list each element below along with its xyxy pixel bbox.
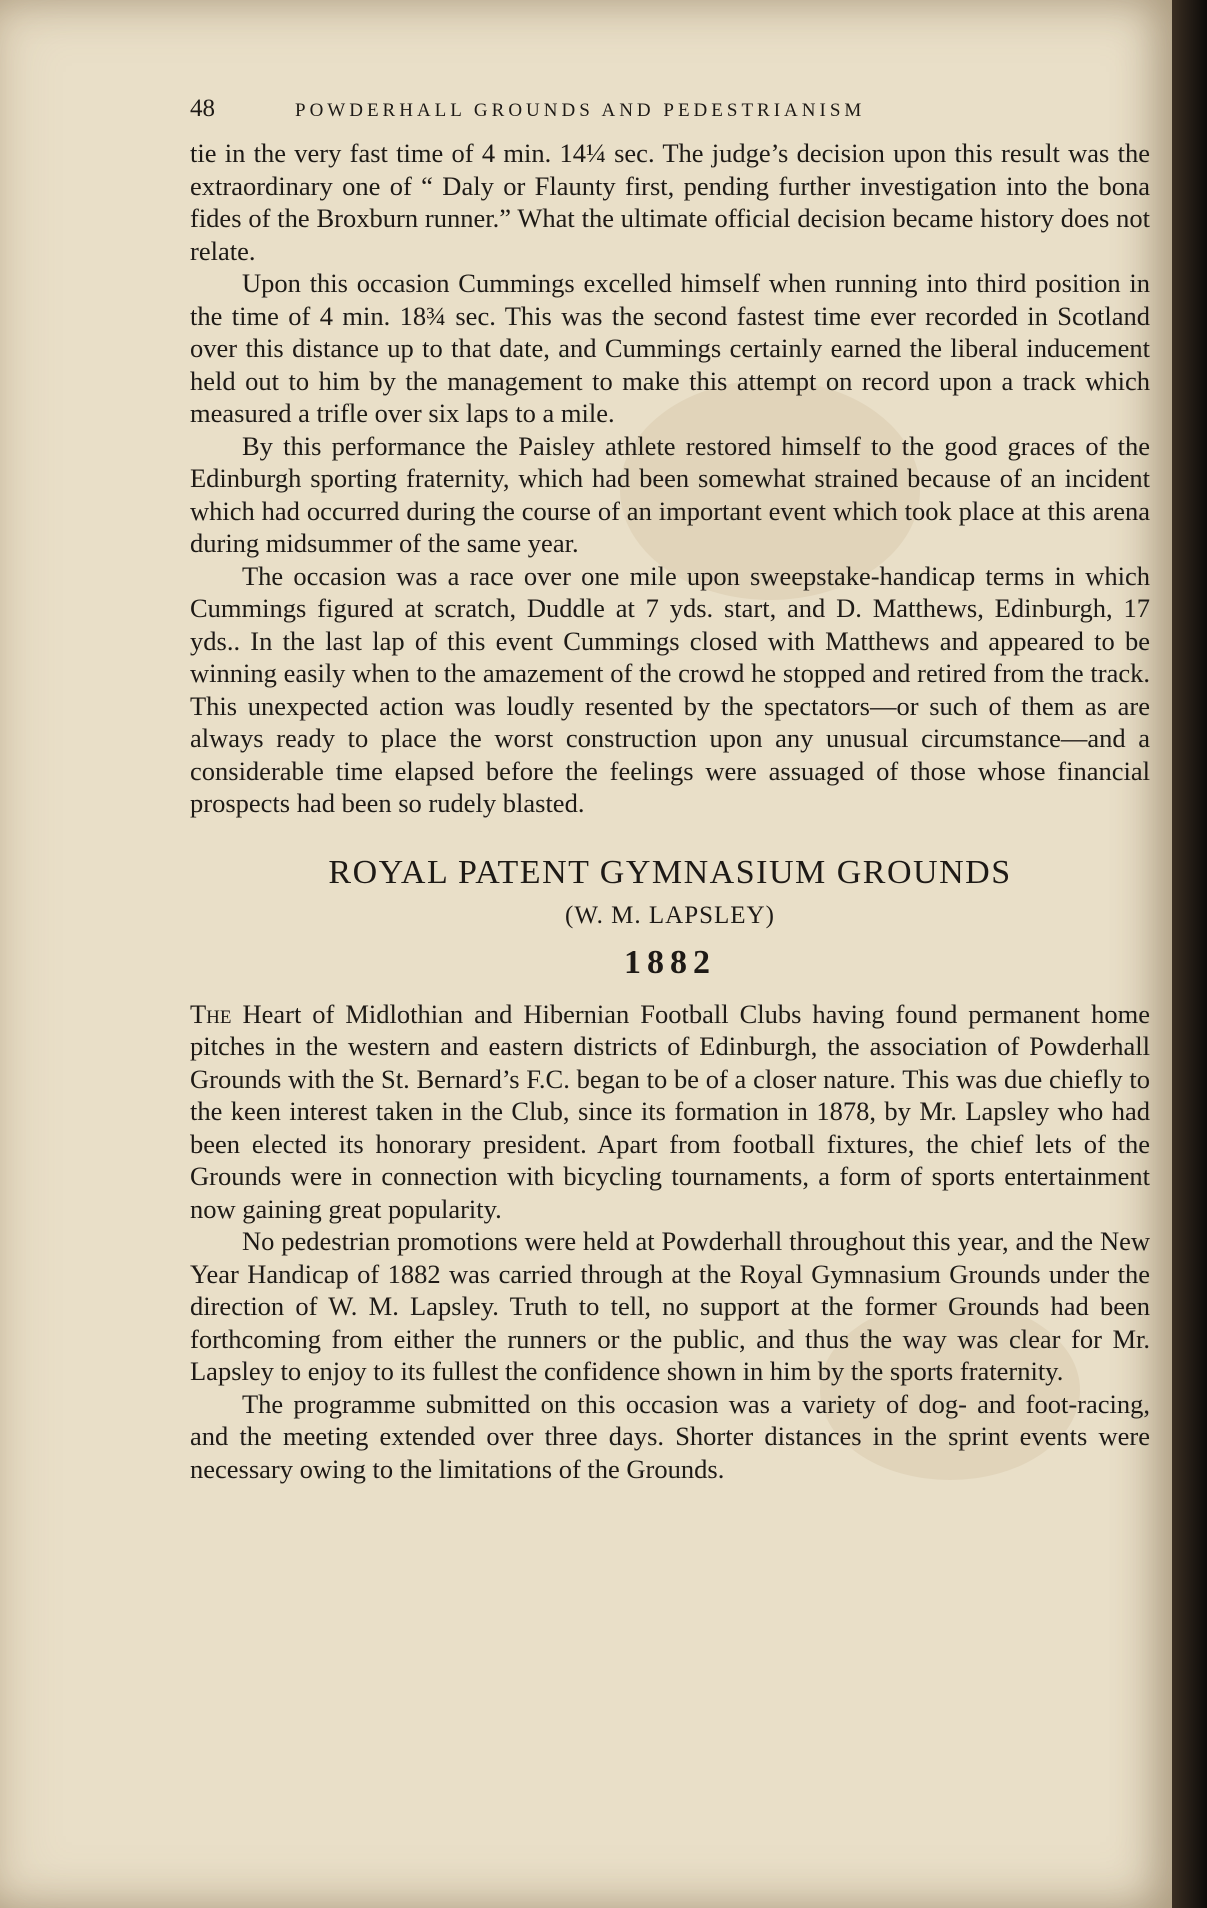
running-title: POWDERHALL GROUNDS AND PEDESTRIANISM xyxy=(295,100,866,121)
running-head xyxy=(190,95,1150,123)
paragraph xyxy=(190,137,1150,267)
paragraph-lead: The xyxy=(190,998,232,1029)
paragraph xyxy=(190,430,1150,560)
paragraph xyxy=(190,267,1150,430)
section-subtitle: (W. M. LAPSLEY) xyxy=(565,901,775,929)
paragraph xyxy=(190,1225,1150,1388)
paragraph xyxy=(190,998,1150,1226)
paragraph-text: tie in the very fast time of 4 min. 14¼ sec. The judge’s decision upon this result was the extraordinary one of “ Daly or Flaunty first, pending further investigation into the bona fides of the Broxburn runner.” What the ultimate official decision became history does not relate. xyxy=(190,138,1150,266)
paragraph-text: Upon this occasion Cummings excelled himself when running into third position in the time of 4 min. 18¾ sec. This was the second fastest time ever recorded in Scotland over this distance up to that date, and Cummings certainly earned the liberal inducement held out to him by the management to make this attempt on record upon a track which measured a trifle over six laps to a mile. xyxy=(190,268,1150,428)
page-content xyxy=(190,95,1150,1485)
paragraph xyxy=(190,560,1150,820)
paragraph-text: The occasion was a race over one mile upon sweepstake-handicap terms in which Cummings figured at scratch, Duddle at 7 yds. start, and D. Matthews, Edinburgh, 17 yds.. In the last lap of this event Cummings closed with Matthews and appeared to be winning easily when to the amazement of the crowd he stopped and retired from the track. This unexpected action was loudly resented by the spectators—or such of them as are always ready to place the worst construction upon any unusual circumstance—and a considerable time elapsed before the feelings were assuaged of those whose financial prospects had been so rudely blasted. xyxy=(190,560,1150,818)
paragraph-text: No pedestrian promotions were held at Powderhall throughout this year, and the New Year Handicap of 1882 was carried through at the Royal Gymnasium Grounds under the direction of W. M. Lapsley. Truth to tell, no support at the former Grounds had been forthcoming from either the runners or the public, and thus the way was clear for Mr. Lapsley to enjoy to its fullest the confidence shown in him by the sports fraternity. xyxy=(190,1226,1150,1386)
paragraph-text: The programme submitted on this occasion was a variety of dog- and foot-racing, and the meeting extended over three days. Shorter distances in the sprint events were necessary owing to the limitations of the Grounds. xyxy=(190,1388,1150,1484)
page-number: 48 xyxy=(190,95,215,122)
paragraph-text: By this performance the Paisley athlete restored himself to the good graces of the Edinburgh sporting fraternity, which had been somewhat strained because of an incident which had occurred during the course of an important event which took place at this arena during midsummer of the same year. xyxy=(190,430,1150,558)
paragraph xyxy=(190,1388,1150,1486)
section-year: 1882 xyxy=(624,943,716,981)
book-spine-edge xyxy=(1172,0,1207,1908)
section-title: ROYAL PATENT GYMNASIUM GROUNDS xyxy=(328,853,1012,891)
paragraph-text: Heart of Midlothian and Hibernian Football Clubs having found permanent home pitches in the western and eastern districts of Edinburgh, the association of Powderhall Grounds with the St. Bernard’s F.C. began to be of a closer nature. This was due chiefly to the keen interest taken in the Club, since its formation in 1878, by Mr. Lapsley who had been elected its honorary president. Apart from football fixtures, the chief lets of the Grounds were in connection with bicycling tournaments, a form of sports entertainment now gaining great popularity. xyxy=(190,998,1150,1224)
